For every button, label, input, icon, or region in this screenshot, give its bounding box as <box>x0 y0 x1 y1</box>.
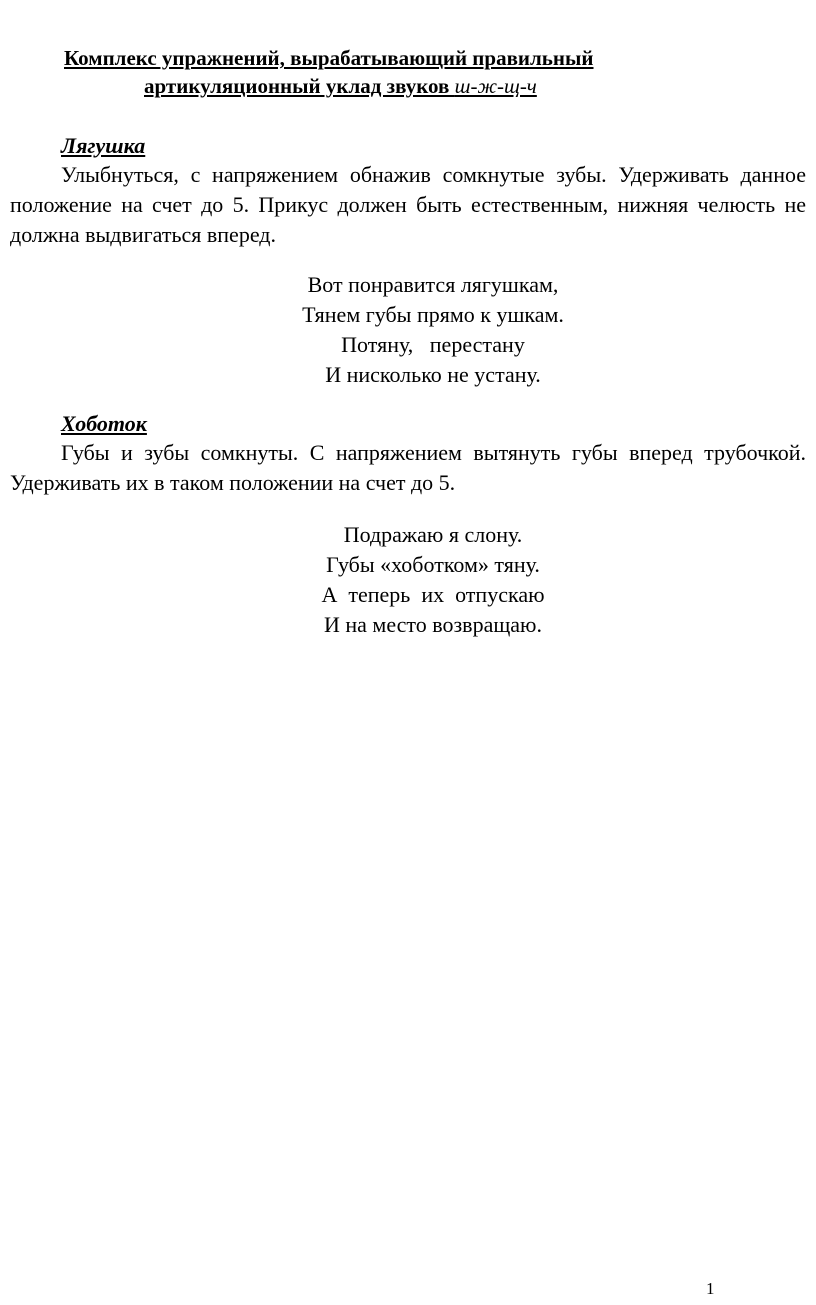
poem-line: Тянем губы прямо к ушкам. <box>302 302 564 327</box>
poem-line: Подражаю я слону. <box>343 522 523 547</box>
poem-line: И нисколько не устану. <box>325 362 541 387</box>
section-heading-trunk: Хоботок <box>61 411 147 436</box>
section-description-frog: Улыбнуться, с напряжением обнажив сомкнутые зубы. Удерживать данное положение на счет до 5. Прикус должен быть естественным, нижняя челюсть не должна выдвигаться вперед. <box>10 162 806 247</box>
title-sounds: ш-ж-щ-ч <box>454 74 537 98</box>
page-number: 1 <box>706 1279 715 1298</box>
poem-line: Губы «хоботком» тяну. <box>326 552 540 577</box>
title-line-2 <box>60 72 680 100</box>
document-title <box>60 44 680 100</box>
section-description-trunk: Губы и зубы сомкнуты. С напряжением вытянуть губы вперед трубочкой. Удерживать их в таком положении на счет до 5. <box>10 440 806 495</box>
poem-frog <box>0 270 816 390</box>
section-heading-frog: Лягушка <box>61 133 146 158</box>
title-line-2-text: артикуляционный уклад звуков <box>144 74 455 98</box>
title-line-1: Комплекс упражнений, вырабатывающий правильный <box>64 46 594 70</box>
poem-line: Вот понравится лягушкам, <box>307 272 559 297</box>
poem-line: И на место возвращаю. <box>324 612 542 637</box>
poem-line: Потяну, перестану <box>341 332 525 357</box>
poem-line: А теперь их отпускаю <box>321 582 545 607</box>
poem-trunk <box>0 520 816 640</box>
